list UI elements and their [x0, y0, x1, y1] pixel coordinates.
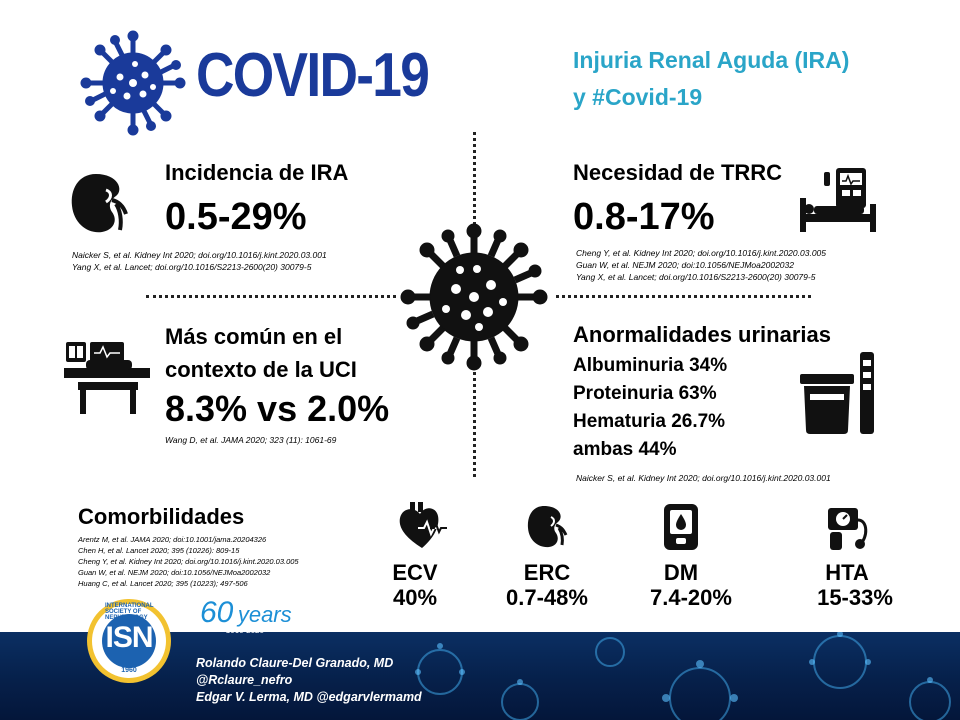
urinary-reference: Naicker S, et al. Kidney Int 2020; doi.org/10.1016/j.kint.2020.03.001 — [576, 473, 831, 483]
trrc-value: 0.8-17% — [573, 196, 715, 238]
subtitle-line-2: y #Covid-19 — [573, 84, 703, 110]
anniversary-word: years — [237, 602, 292, 627]
urinary-item: ambas 44% — [573, 439, 677, 460]
reference: Yang X, et al. Lancet; doi.org/10.1016/S2213-2600(20) 30079-5 — [576, 272, 816, 282]
isn-year: 1960 — [121, 667, 137, 674]
icu-reference: Wang D, et al. JAMA 2020; 323 (11): 1061-69 — [165, 435, 337, 445]
reference: Huang C, et al. Lancet 2020; 395 (10223); 497-506 — [78, 579, 248, 588]
ecv-label: ECV — [392, 560, 438, 585]
erc-label: ERC — [523, 560, 571, 585]
incidence-references — [72, 249, 327, 273]
kidney-icon — [524, 503, 572, 551]
reference: Cheng Y, et al. Kidney Int 2020; doi.org/10.1016/j.kint.2020.03.005 — [576, 248, 826, 258]
reference: Arentz M, et al. JAMA 2020; doi:10.1001/jama.20204326 — [78, 535, 267, 544]
coronavirus-icon — [397, 220, 551, 374]
reference: Guan W, et al. NEJM 2020; doi:10.1056/NEJMoa2002032 — [576, 260, 794, 270]
authors-block — [196, 655, 422, 706]
reference: Naicker S, et al. Kidney Int 2020; doi.org/10.1016/j.kint.2020.03.001 — [72, 250, 327, 260]
isn-ring-text: INTERNATIONAL SOCIETY OF NEPHROLOGY — [105, 603, 154, 621]
author-line: Rolando Claure-Del Granado, MD — [196, 656, 394, 670]
heart-icon — [396, 500, 448, 552]
horizontal-divider-left — [146, 295, 396, 298]
dialysis-bed-icon — [796, 164, 880, 236]
incidence-title: Incidencia de IRA — [165, 160, 349, 185]
hta-label: HTA — [825, 560, 869, 585]
incidence-value: 0.5-29% — [165, 196, 307, 238]
comorbidities-references — [78, 534, 299, 589]
brand-title: COVID-19 — [196, 41, 429, 110]
trrc-title: Necesidad de TRRC — [573, 160, 783, 185]
dm-value: 7.4-20% — [650, 585, 732, 610]
ecv-value: 40% — [392, 585, 438, 610]
reference: Cheng Y, et al. Kidney Int 2020; doi.org/10.1016/j.kint.2020.03.005 — [78, 557, 299, 566]
page-subtitle — [573, 42, 849, 116]
trrc-references — [576, 247, 826, 283]
author-line: @Rclaure_nefro — [196, 673, 293, 687]
reference: Yang X, et al. Lancet; doi.org/10.1016/S2213-2600(20) 30079-5 — [72, 262, 312, 272]
urinary-title: Anormalidades urinarias — [573, 322, 831, 347]
anniversary-number: 60 — [200, 596, 234, 629]
kidney-icon — [66, 170, 136, 238]
blood-pressure-icon — [824, 504, 872, 552]
reference: Chen H, et al. Lancet 2020; 395 (10226): 809-15 — [78, 546, 240, 555]
urinary-item: Hematuria 26.7% — [573, 411, 726, 432]
erc-value: 0.7-48% — [506, 585, 588, 610]
comorbidities-title: Comorbilidades — [78, 504, 245, 529]
glucometer-icon — [662, 502, 700, 552]
reference: Guan W, et al. NEJM 2020; doi:10.1056/NEJMoa2002032 — [78, 568, 271, 577]
icu-title — [165, 320, 357, 386]
urinary-item: Albuminuria 34% — [573, 355, 728, 376]
author-line: Edgar V. Lerma, MD @edgarvlermamd — [196, 690, 422, 704]
urine-sample-icon — [798, 350, 880, 436]
anniversary-mark — [200, 596, 292, 635]
anniversary-range: 1960-2020 — [226, 626, 265, 635]
isn-logo-text: ISN — [105, 621, 153, 654]
subtitle-line-1: Injuria Renal Aguda (IRA) — [573, 47, 850, 73]
icu-title-line-1: Más común en el — [165, 324, 343, 349]
horizontal-divider-right — [556, 295, 811, 298]
urinary-list — [573, 352, 727, 464]
hta-value: 15-33% — [817, 585, 893, 610]
icu-bed-icon — [62, 338, 152, 418]
dm-label: DM — [663, 560, 699, 585]
icu-title-line-2: contexto de la UCI — [165, 357, 357, 382]
virus-logo-icon — [78, 28, 188, 138]
icu-value: 8.3% vs 2.0% — [165, 388, 390, 429]
urinary-item: Proteinuria 63% — [573, 383, 717, 404]
